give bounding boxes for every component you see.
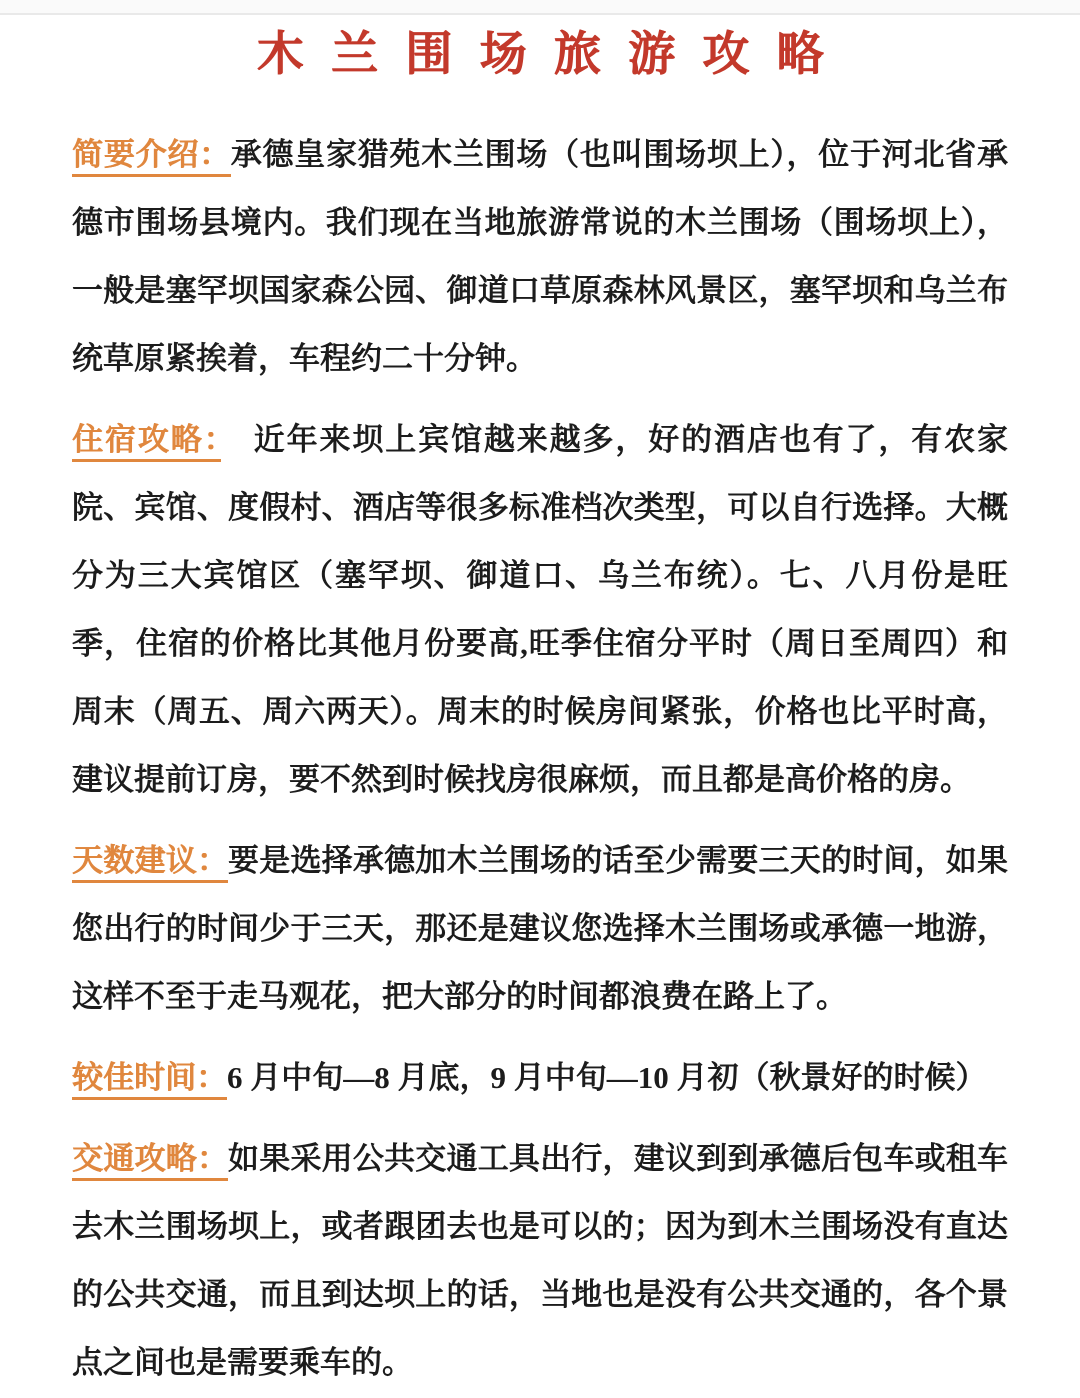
section-text-best-time: 6 月中旬—8 月底，9 月中旬—10 月初（秋景好的时候） <box>227 1060 987 1095</box>
article-body <box>0 121 1080 1397</box>
section-label-transport: 交通攻略： <box>72 1141 228 1181</box>
section-text-intro: 承德皇家猎苑木兰围场（也叫围场坝上），位于河北省承德市围场县境内。我们现在当地旅游常说的木兰围场（围场坝上），一般是塞罕坝国家森公园、御道口草原森林风景区，塞罕坝和乌兰布统草原紧挨着，车程约二十分钟。 <box>72 137 1009 376</box>
section-intro <box>72 121 1008 393</box>
section-best-time <box>72 1044 1008 1112</box>
section-text-days: 要是选择承德加木兰围场的话至少需要三天的时间，如果您出行的时间少于三天，那还是建议您选择木兰围场或承德一地游，这样不至于走马观花，把大部分的时间都浪费在路上了。 <box>72 843 1009 1014</box>
section-label-days: 天数建议： <box>72 843 228 883</box>
page-title: 木兰围场旅游攻略 <box>256 27 851 80</box>
top-divider-bar <box>0 0 1080 15</box>
section-label-lodging: 住宿攻略： <box>72 422 221 462</box>
section-days <box>72 827 1008 1031</box>
section-label-intro: 简要介绍： <box>72 137 231 177</box>
section-lodging <box>72 406 1008 814</box>
section-label-best-time: 较佳时间： <box>72 1060 227 1100</box>
section-transport <box>72 1125 1008 1397</box>
section-text-transport: 如果采用公共交通工具出行，建议到到承德后包车或租车去木兰围场坝上，或者跟团去也是可以的；因为到木兰围场没有直达的公共交通，而且到达坝上的话，当地也是没有公共交通的，各个景点之间也是需要乘车的。 <box>72 1141 1009 1380</box>
section-text-lodging: 近年来坝上宾馆越来越多，好的酒店也有了，有农家院、宾馆、度假村、酒店等很多标准档次类型，可以自行选择。大概分为三大宾馆区（塞罕坝、御道口、乌兰布统）。七、八月份是旺季，住宿的价格比其他月份要高,旺季住宿分平时（周日至周四）和周末（周五、周六两天）。周末的时候房间紧张，价格也比平时高，建议提前订房，要不然到时候找房很麻烦，而且都是高价格的房。 <box>72 422 1008 797</box>
